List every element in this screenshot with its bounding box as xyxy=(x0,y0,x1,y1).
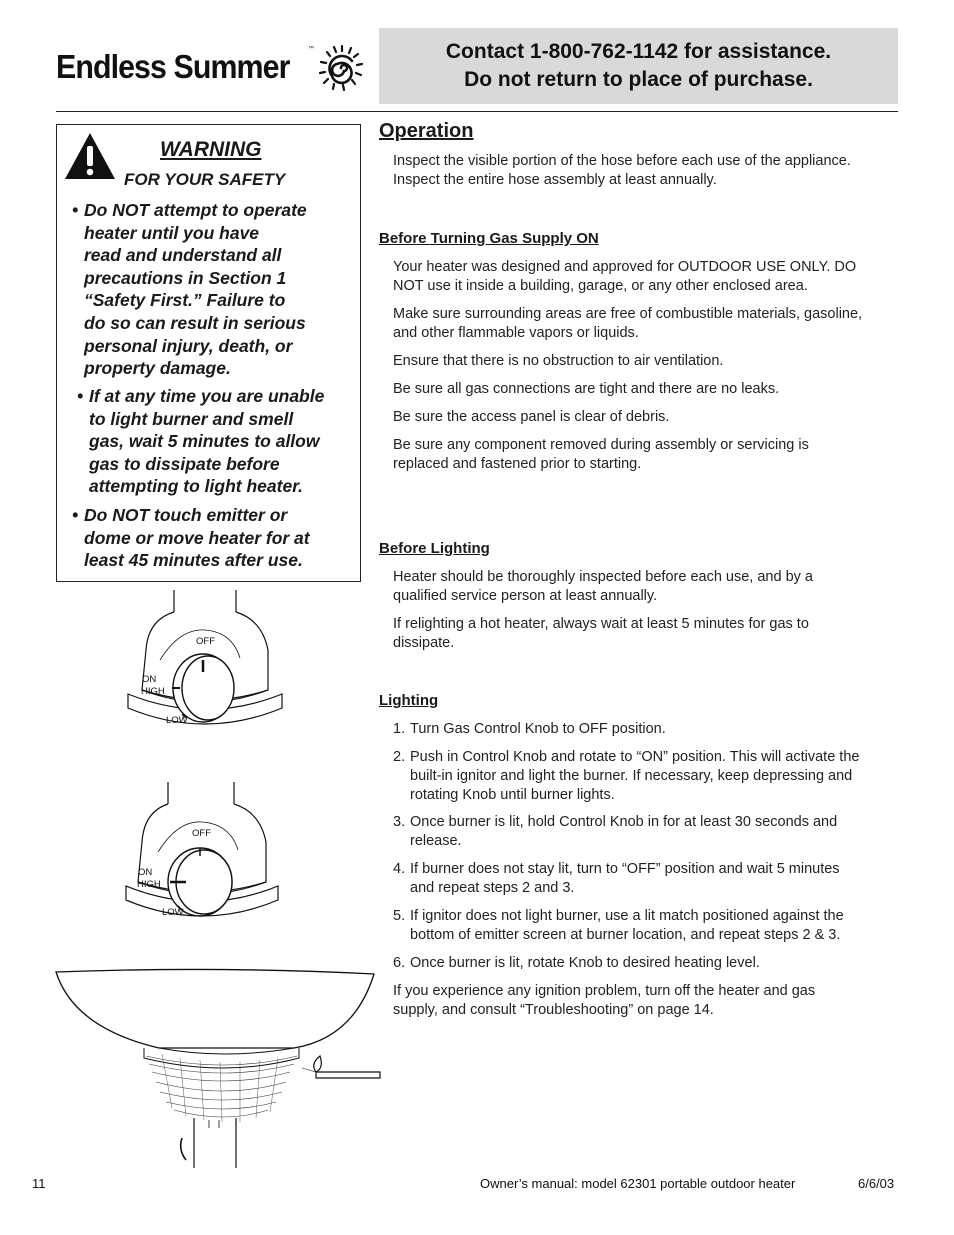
before-gas-para-2 xyxy=(393,305,898,343)
lighting-step-2 xyxy=(393,748,898,804)
text-line: release. xyxy=(410,832,462,849)
text-line: Your heater was designed and approved for OUTDOOR USE ONLY. DO xyxy=(393,259,857,275)
warning-line: gas, wait 5 minutes to allow xyxy=(89,431,320,452)
warning-line: Do NOT attempt to operate xyxy=(84,200,307,220)
warning-line: “Safety First.” Failure to xyxy=(84,290,286,311)
warning-line: property damage. xyxy=(84,358,231,379)
text-line: Inspect the visible portion of the hose before each use of the appliance. xyxy=(393,153,851,169)
text-line: and repeat steps 2 and 3. xyxy=(410,879,575,896)
before-lighting-para-2 xyxy=(393,615,898,653)
footer-date: 6/6/03 xyxy=(858,1176,895,1191)
text-line: Be sure the access panel is clear of debris. xyxy=(393,409,670,425)
before-gas-para-6 xyxy=(393,436,898,474)
warning-line: precautions in Section 1 xyxy=(84,267,287,288)
text-line: If ignitor does not light burner, use a lit match positioned against the xyxy=(410,908,844,924)
warning-line: read and understand all xyxy=(84,245,282,266)
text-line: NOT use it inside a building, garage, or any other enclosed area. xyxy=(393,277,808,294)
text-line: Be sure all gas connections are tight and there are no leaks. xyxy=(393,381,780,397)
text-line: Turn Gas Control Knob to OFF position. xyxy=(410,721,666,737)
warning-box xyxy=(56,124,361,582)
warning-line: gas to dissipate before xyxy=(89,453,280,474)
manual-title: Owner’s manual: model 62301 portable outdoor heater xyxy=(480,1176,796,1191)
text-line: qualified service person at least annually. xyxy=(393,587,658,604)
label-off: OFF xyxy=(192,828,211,839)
logo-text: Endless Summer xyxy=(56,48,290,85)
before-gas-para-5 xyxy=(393,408,898,427)
knob-off-illustration xyxy=(120,590,290,750)
text-line: Make sure surrounding areas are free of combustible materials, gasoline, xyxy=(393,306,863,322)
bullet-marker: • xyxy=(72,200,79,220)
text-line: Be sure any component removed during assembly or servicing is xyxy=(393,437,809,453)
label-high: HIGH xyxy=(141,686,165,697)
operation-intro xyxy=(393,152,898,190)
contact-banner xyxy=(379,28,898,104)
text-line: If relighting a hot heater, always wait at least 5 minutes for gas to xyxy=(393,616,809,632)
step-number: 5. xyxy=(393,908,406,924)
text-line: Heater should be thoroughly inspected before each use, and by a xyxy=(393,569,813,585)
label-low: LOW xyxy=(162,907,184,918)
text-line: built-in ignitor and light the burner. If necessary, keep depressing and xyxy=(410,767,853,784)
page-number: 11 xyxy=(32,1176,46,1191)
text-line: Ensure that there is no obstruction to air ventilation. xyxy=(393,353,724,369)
warning-subtitle: FOR YOUR SAFETY xyxy=(124,170,286,189)
warning-line: If at any time you are unable xyxy=(89,386,325,406)
bullet-marker: • xyxy=(77,386,84,406)
step-number: 2. xyxy=(393,749,406,765)
label-on: ON xyxy=(138,867,153,878)
text-line: supply, and consult “Troubleshooting” on page 14. xyxy=(393,1001,714,1018)
bullet-marker: • xyxy=(72,505,79,525)
warning-line: heater until you have xyxy=(84,222,260,243)
lighting-step-6 xyxy=(393,954,898,973)
operation-heading: Operation xyxy=(379,120,474,142)
step-number: 3. xyxy=(393,814,406,830)
text-line: Once burner is lit, hold Control Knob in for at least 30 seconds and xyxy=(410,814,838,830)
brand-logo xyxy=(56,44,368,92)
warning-bullet-2 xyxy=(77,385,325,498)
warning-triangle-icon xyxy=(63,131,117,181)
warning-line: to light burner and smell xyxy=(89,408,294,429)
before-lighting-heading: Before Lighting xyxy=(379,540,490,557)
header-divider xyxy=(56,111,898,112)
text-line: If burner does not stay lit, turn to “OFF” position and wait 5 minutes xyxy=(410,861,840,877)
text-line: and other flammable vapors or liquids. xyxy=(393,324,639,341)
warning-bullet-3 xyxy=(72,504,310,572)
label-high: HIGH xyxy=(137,879,161,890)
lighting-step-4 xyxy=(393,860,898,898)
warning-title: WARNING xyxy=(160,138,262,161)
text-line: Push in Control Knob and rotate to “ON” position. This will activate the xyxy=(410,749,860,765)
text-line: Inspect the entire hose assembly at least annually. xyxy=(393,171,717,188)
step-number: 4. xyxy=(393,861,406,877)
text-line: rotating Knob until burner lights. xyxy=(410,786,615,803)
text-line: dissipate. xyxy=(393,634,455,651)
logo-trademark: ™ xyxy=(308,46,314,52)
emitter-match-illustration xyxy=(54,968,384,1168)
sun-swirl-icon xyxy=(312,44,368,92)
text-line: Once burner is lit, rotate Knob to desired heating level. xyxy=(410,955,760,971)
warning-line: dome or move heater for at xyxy=(84,527,310,548)
lighting-heading: Lighting xyxy=(379,692,439,709)
contact-line-2: Do not return to place of purchase. xyxy=(464,68,813,91)
warning-line: do so can result in serious xyxy=(84,312,306,333)
text-line: replaced and fastened prior to starting. xyxy=(393,455,642,472)
knob-on-illustration xyxy=(120,782,290,942)
warning-bullet-1 xyxy=(72,199,307,380)
lighting-step-5 xyxy=(393,907,898,945)
before-gas-para-4 xyxy=(393,380,898,399)
step-number: 6. xyxy=(393,955,406,971)
before-gas-heading: Before Turning Gas Supply ON xyxy=(379,230,599,247)
before-gas-para-3 xyxy=(393,352,898,371)
warning-line: least 45 minutes after use. xyxy=(84,550,303,571)
before-lighting-para-1 xyxy=(393,568,898,606)
step-number: 1. xyxy=(393,721,406,737)
lighting-step-1 xyxy=(393,720,898,739)
contact-line-1: Contact 1-800-762-1142 for assistance. xyxy=(445,40,832,63)
warning-line: Do NOT touch emitter or xyxy=(84,505,288,525)
lighting-closing xyxy=(393,982,898,1020)
label-low: LOW xyxy=(166,715,188,726)
warning-line: attempting to light heater. xyxy=(89,476,303,497)
label-off: OFF xyxy=(196,636,215,647)
warning-line: personal injury, death, or xyxy=(84,335,293,356)
text-line: bottom of emitter screen at burner location, and repeat steps 2 & 3. xyxy=(410,926,841,943)
text-line: If you experience any ignition problem, turn off the heater and gas xyxy=(393,983,816,999)
before-gas-para-1 xyxy=(393,258,898,296)
lighting-step-3 xyxy=(393,813,898,851)
label-on: ON xyxy=(142,674,157,685)
